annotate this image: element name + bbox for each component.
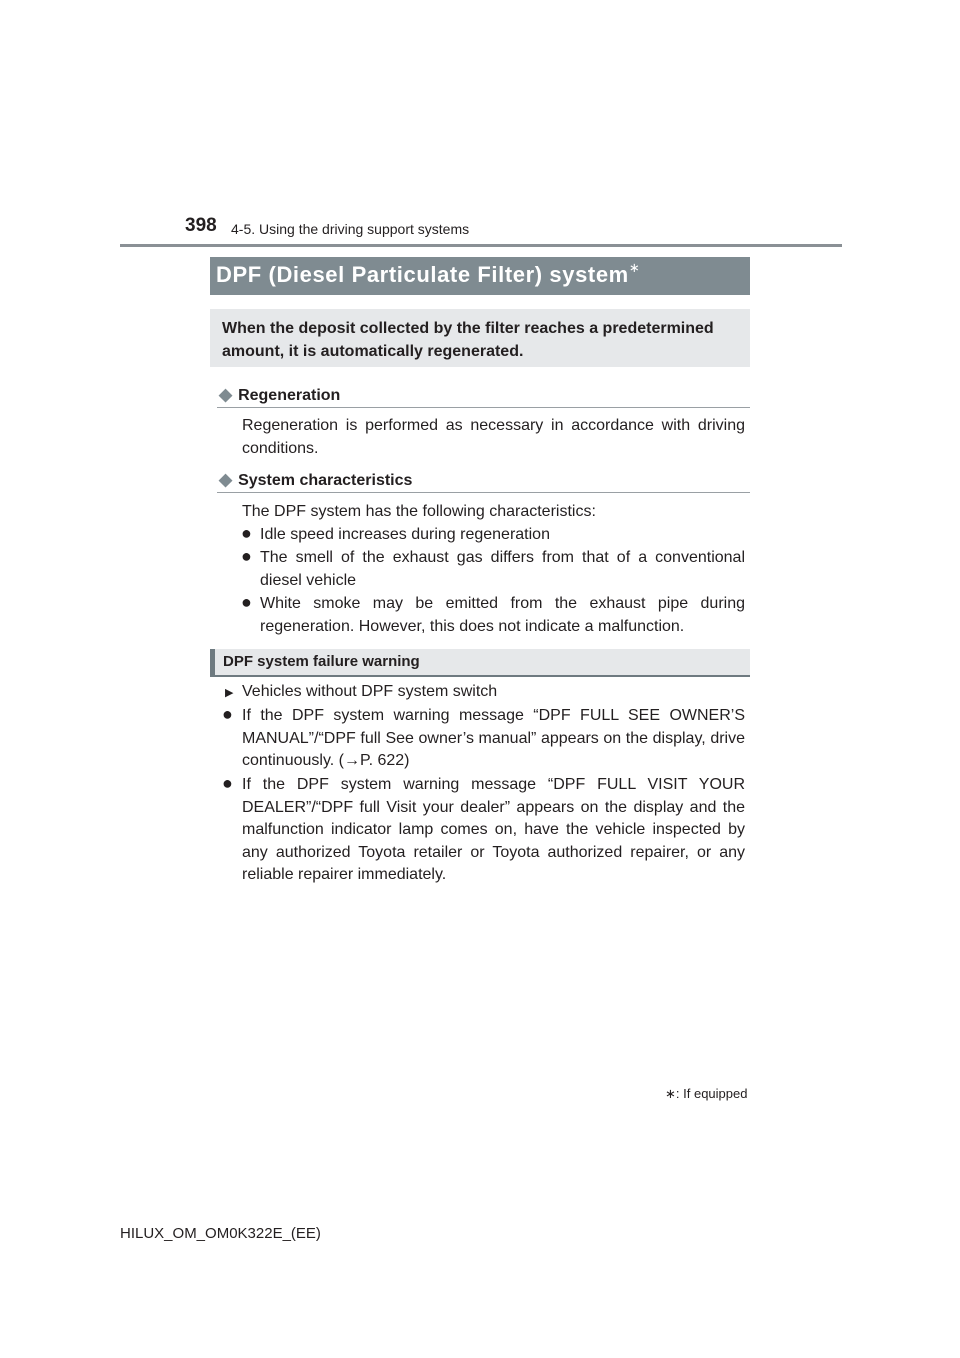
footnote xyxy=(665,1086,747,1102)
intro-box xyxy=(210,309,750,367)
characteristics-heading-text: System characteristics xyxy=(238,472,413,489)
diamond-icon: ◆ xyxy=(219,385,233,404)
warning-heading: DPF system failure warning xyxy=(223,653,420,670)
if-equipped-mark: ∗ xyxy=(628,260,641,275)
regeneration-heading-text: Regeneration xyxy=(238,387,341,404)
warning-heading-bar xyxy=(210,649,750,675)
regeneration-body: Regeneration is performed as necessary in accordance with driving conditions. xyxy=(242,417,745,457)
section-title xyxy=(216,262,640,288)
bullet-icon: ● xyxy=(241,523,252,543)
page-number: 398 xyxy=(185,215,217,236)
document-code: HILUX_OM_OM0K322E_(EE) xyxy=(120,1225,321,1242)
footnote-mark: ∗ xyxy=(665,1086,676,1101)
warning-rule xyxy=(210,675,750,677)
section-reference: 4-5. Using the driving support systems xyxy=(231,221,470,237)
warning-item: If the DPF system warning message “DPF FULL SEE OWNER’S MANUAL”/“DPF full See owner’s manual” appears on the display, drive continuously. (→P. 622) xyxy=(242,707,745,769)
bullet-icon: ● xyxy=(241,592,252,612)
characteristic-item: Idle speed increases during regeneration xyxy=(260,526,550,543)
bullet-icon: ● xyxy=(222,704,233,724)
bullet-icon: ● xyxy=(241,546,252,566)
bullet-icon: ● xyxy=(222,773,233,793)
regeneration-rule xyxy=(217,407,750,408)
warning-accent xyxy=(210,649,215,675)
section-title-bar xyxy=(210,257,750,295)
arrow-right-icon: ▶ xyxy=(225,687,234,699)
characteristics-lead: The DPF system has the following characteristics: xyxy=(242,503,596,520)
warning-condition: Vehicles without DPF system switch xyxy=(242,683,498,700)
characteristics-rule xyxy=(217,492,750,493)
intro-text: When the deposit collected by the filter reaches a predetermined amount, it is automatically regenerated. xyxy=(222,320,714,360)
characteristics-heading xyxy=(219,470,412,490)
regeneration-heading xyxy=(219,385,340,405)
diamond-icon: ◆ xyxy=(219,470,233,489)
characteristic-item: White smoke may be emitted from the exhaust pipe during regeneration. However, this does not indicate a malfunction. xyxy=(260,595,745,635)
section-title-text: DPF (Diesel Particulate Filter) system xyxy=(216,262,629,287)
warning-item: If the DPF system warning message “DPF FULL VISIT YOUR DEALER”/“DPF full Visit your dealer” appears on the display and the malfunction indicator lamp comes on, have the vehicle inspected by any authorized Toyota retailer or Toyota authorized repairer, or any reliable repairer immediately. xyxy=(242,776,745,883)
footnote-text: : If equipped xyxy=(675,1086,748,1101)
characteristic-item: The smell of the exhaust gas differs from that of a conventional diesel vehicle xyxy=(260,549,745,589)
header-divider xyxy=(120,244,842,247)
